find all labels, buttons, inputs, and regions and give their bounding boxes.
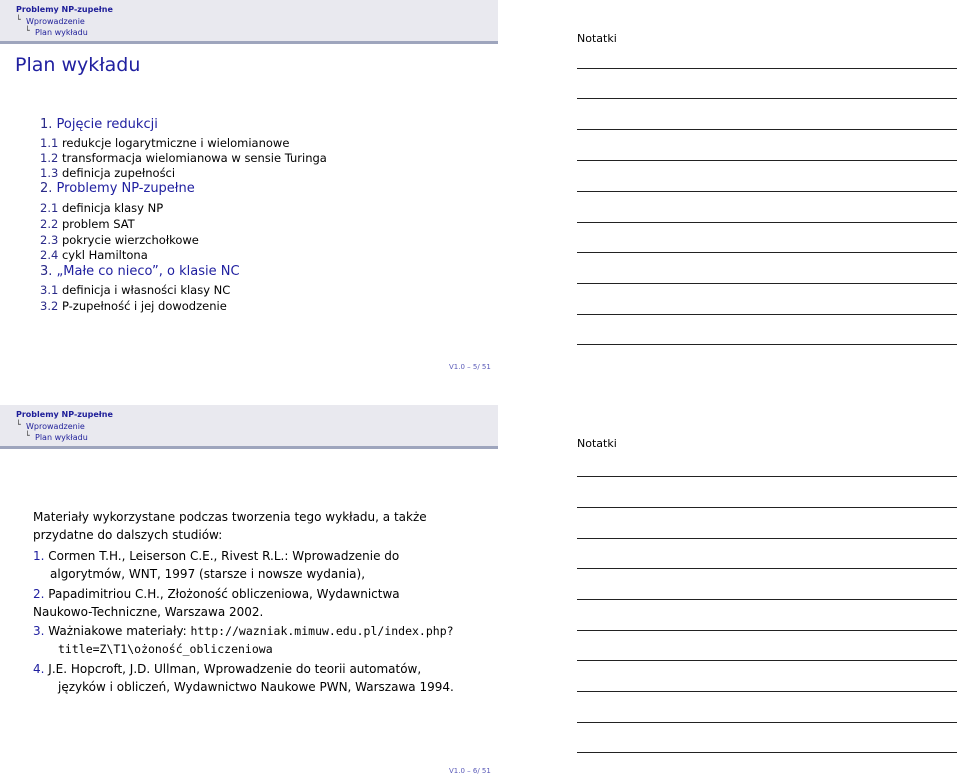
reference-item: 2. Papadimitriou C.H., Złożoność obliczeniowa, Wydawnictwa Naukowo-Techniczne, Warszawa 2002.	[33, 587, 400, 619]
notes-title: Notatki	[577, 437, 617, 450]
toc-item[interactable]: 2.1 definicja klasy NP	[40, 201, 164, 215]
note-line	[577, 68, 957, 69]
toc-item[interactable]: 1.1 redukcje logarytmiczne i wielomianowe	[40, 136, 290, 150]
toc-item[interactable]: 2.2 problem SAT	[40, 217, 135, 231]
notes-panel-2	[577, 405, 960, 779]
slide-footer: V1.0 – 5/ 51	[449, 363, 491, 371]
toc-item[interactable]: 3.1 definicja i własności klasy NC	[40, 283, 231, 297]
toc-item[interactable]: 1. Pojęcie redukcji	[40, 117, 158, 132]
breadcrumb-section[interactable]: Problemy NP-zupełne	[16, 5, 113, 14]
reference-url[interactable]: http://wazniak.mimuw.edu.pl/index.php?	[190, 624, 454, 638]
note-line	[577, 752, 957, 753]
note-line	[577, 660, 957, 661]
note-line	[577, 160, 957, 161]
header-divider	[0, 41, 498, 44]
toc-item[interactable]: 1.3 definicja zupełności	[40, 166, 176, 180]
note-line	[577, 722, 957, 723]
notes-title: Notatki	[577, 32, 617, 45]
breadcrumb-page[interactable]: └ Plan wykładu	[25, 431, 88, 442]
references-block	[33, 508, 483, 694]
slide-footer: V1.0 – 6/ 51	[449, 767, 491, 775]
intro-text: Materiały wykorzystane podczas tworzenia tego wykładu, a także przydatne do dalszych studiów:	[33, 510, 427, 542]
note-line	[577, 191, 957, 192]
reference-item: 1. Cormen T.H., Leiserson C.E., Rivest R.L.: Wprowadzenie do algorytmów, WNT, 1997 (starsze i nowsze wydania),	[33, 549, 400, 581]
header-divider	[0, 446, 498, 449]
note-line	[577, 476, 957, 477]
note-line	[577, 344, 957, 345]
note-line	[577, 283, 957, 284]
note-line	[577, 691, 957, 692]
note-line	[577, 599, 957, 600]
reference-item: 3. Ważniakowe materiały: http://wazniak.mimuw.edu.pl/index.php? title=Z\T1\ożoność_obliczeniowa	[33, 622, 483, 658]
slide-header	[0, 0, 498, 44]
note-line	[577, 568, 957, 569]
breadcrumb-page[interactable]: └ Plan wykładu	[25, 26, 88, 37]
slide-1	[0, 0, 500, 372]
reference-item: 4. J.E. Hopcroft, J.D. Ullman, Wprowadzenie do teorii automatów, języków i obliczeń, Wydawnictwo Naukowe PWN, Warszawa 1994.	[33, 662, 454, 694]
note-line	[577, 507, 957, 508]
note-line	[577, 222, 957, 223]
slide-header	[0, 405, 498, 449]
toc-item[interactable]: 2.3 pokrycie wierzchołkowe	[40, 233, 199, 247]
breadcrumb-subsection[interactable]: └ Wprowadzenie	[16, 15, 85, 26]
note-line	[577, 252, 957, 253]
note-line	[577, 129, 957, 130]
note-line	[577, 98, 957, 99]
notes-panel-1	[577, 0, 960, 372]
breadcrumb-section[interactable]: Problemy NP-zupełne	[16, 410, 113, 419]
note-line	[577, 630, 957, 631]
slide-2	[0, 405, 500, 779]
toc-item[interactable]: 2.4 cykl Hamiltona	[40, 248, 148, 262]
toc-item[interactable]: 1.2 transformacja wielomianowa w sensie Turinga	[40, 151, 327, 165]
toc-item[interactable]: 3.2 P-zupełność i jej dowodzenie	[40, 299, 227, 313]
note-line	[577, 538, 957, 539]
toc-item[interactable]: 3. „Małe co nieco”, o klasie NC	[40, 264, 240, 279]
toc-item[interactable]: 2. Problemy NP-zupełne	[40, 181, 195, 196]
page-title: Plan wykładu	[15, 54, 141, 76]
breadcrumb-subsection[interactable]: └ Wprowadzenie	[16, 420, 85, 431]
note-line	[577, 314, 957, 315]
reference-url-cont[interactable]: title=Z\T1\ożoność_obliczeniowa	[58, 642, 273, 656]
